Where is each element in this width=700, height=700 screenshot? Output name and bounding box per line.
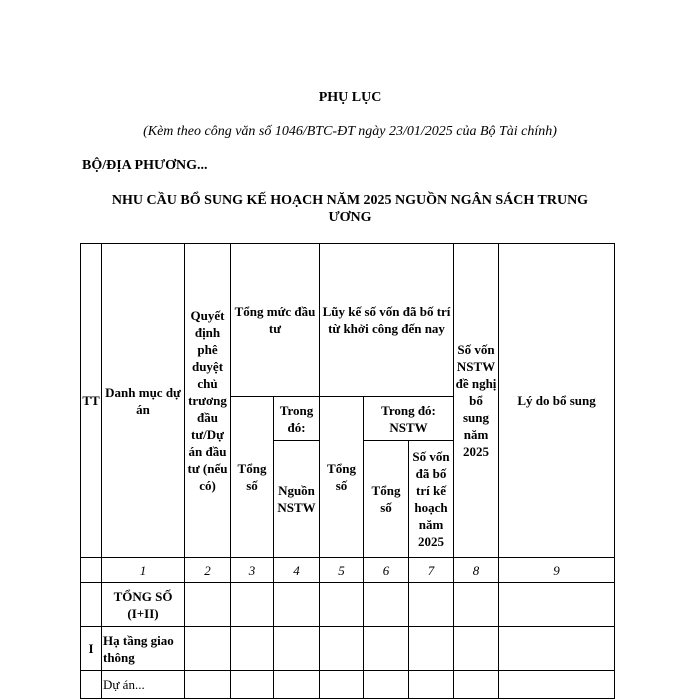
row-name: TỔNG SỐ (I+II) [102,583,185,627]
column-number-empty [81,558,102,583]
header-decision: Quyết định phê duyệt chủ trương đầu tư/Dự án đầu tư (nếu có) [185,244,231,558]
header-nstw-total: Tổng số [364,441,409,558]
row-name: Dự án... [102,671,185,699]
header-tt: TT [81,244,102,558]
table-row [81,671,615,699]
header-row-1 [81,244,615,397]
header-of-which: Trong đó: [274,397,320,441]
table-row [81,583,615,627]
header-source-nstw: Nguồn NSTW [274,441,320,558]
header-reason: Lý do bổ sung [499,244,615,558]
table-row [81,627,615,671]
table-heading: NHU CẦU BỔ SUNG KẾ HOẠCH NĂM 2025 NGUỒN NGÂN SÁCH TRUNG ƯƠNG [111,193,589,225]
column-number-row [81,558,615,583]
header-proposed: Số vốn NSTW đề nghị bổ sung năm 2025 [454,244,499,558]
page-title: PHỤ LỤC [318,90,382,105]
row-tt [81,583,102,627]
header-accumulated: Lũy kế số vốn đã bố trí từ khởi công đến nay [320,244,454,397]
row-tt: I [81,627,102,671]
column-number: 7 [409,558,454,583]
column-number: 5 [320,558,364,583]
header-project: Danh mục dự án [102,244,185,558]
column-number: 3 [231,558,274,583]
column-number: 6 [364,558,409,583]
column-number: 8 [454,558,499,583]
header-accumulated-total: Tổng số [320,397,364,558]
column-number: 2 [185,558,231,583]
column-number: 4 [274,558,320,583]
organization-label: BỘ/ĐỊA PHƯƠNG... [82,158,208,173]
header-allocated-2025: Số vốn đã bố trí kế hoạch năm 2025 [409,441,454,558]
column-number: 9 [499,558,615,583]
column-number: 1 [102,558,185,583]
row-tt [81,671,102,699]
header-of-which-nstw: Trong đó: NSTW [364,397,454,441]
investment-plan-table [80,243,615,699]
row-name: Hạ tầng giao thông [102,627,185,671]
header-total-investment-total: Tổng số [231,397,274,558]
header-total-investment: Tổng mức đầu tư [231,244,320,397]
document-subtitle: (Kèm theo công văn số 1046/BTC-ĐT ngày 23/01/2025 của Bộ Tài chính) [143,124,557,139]
